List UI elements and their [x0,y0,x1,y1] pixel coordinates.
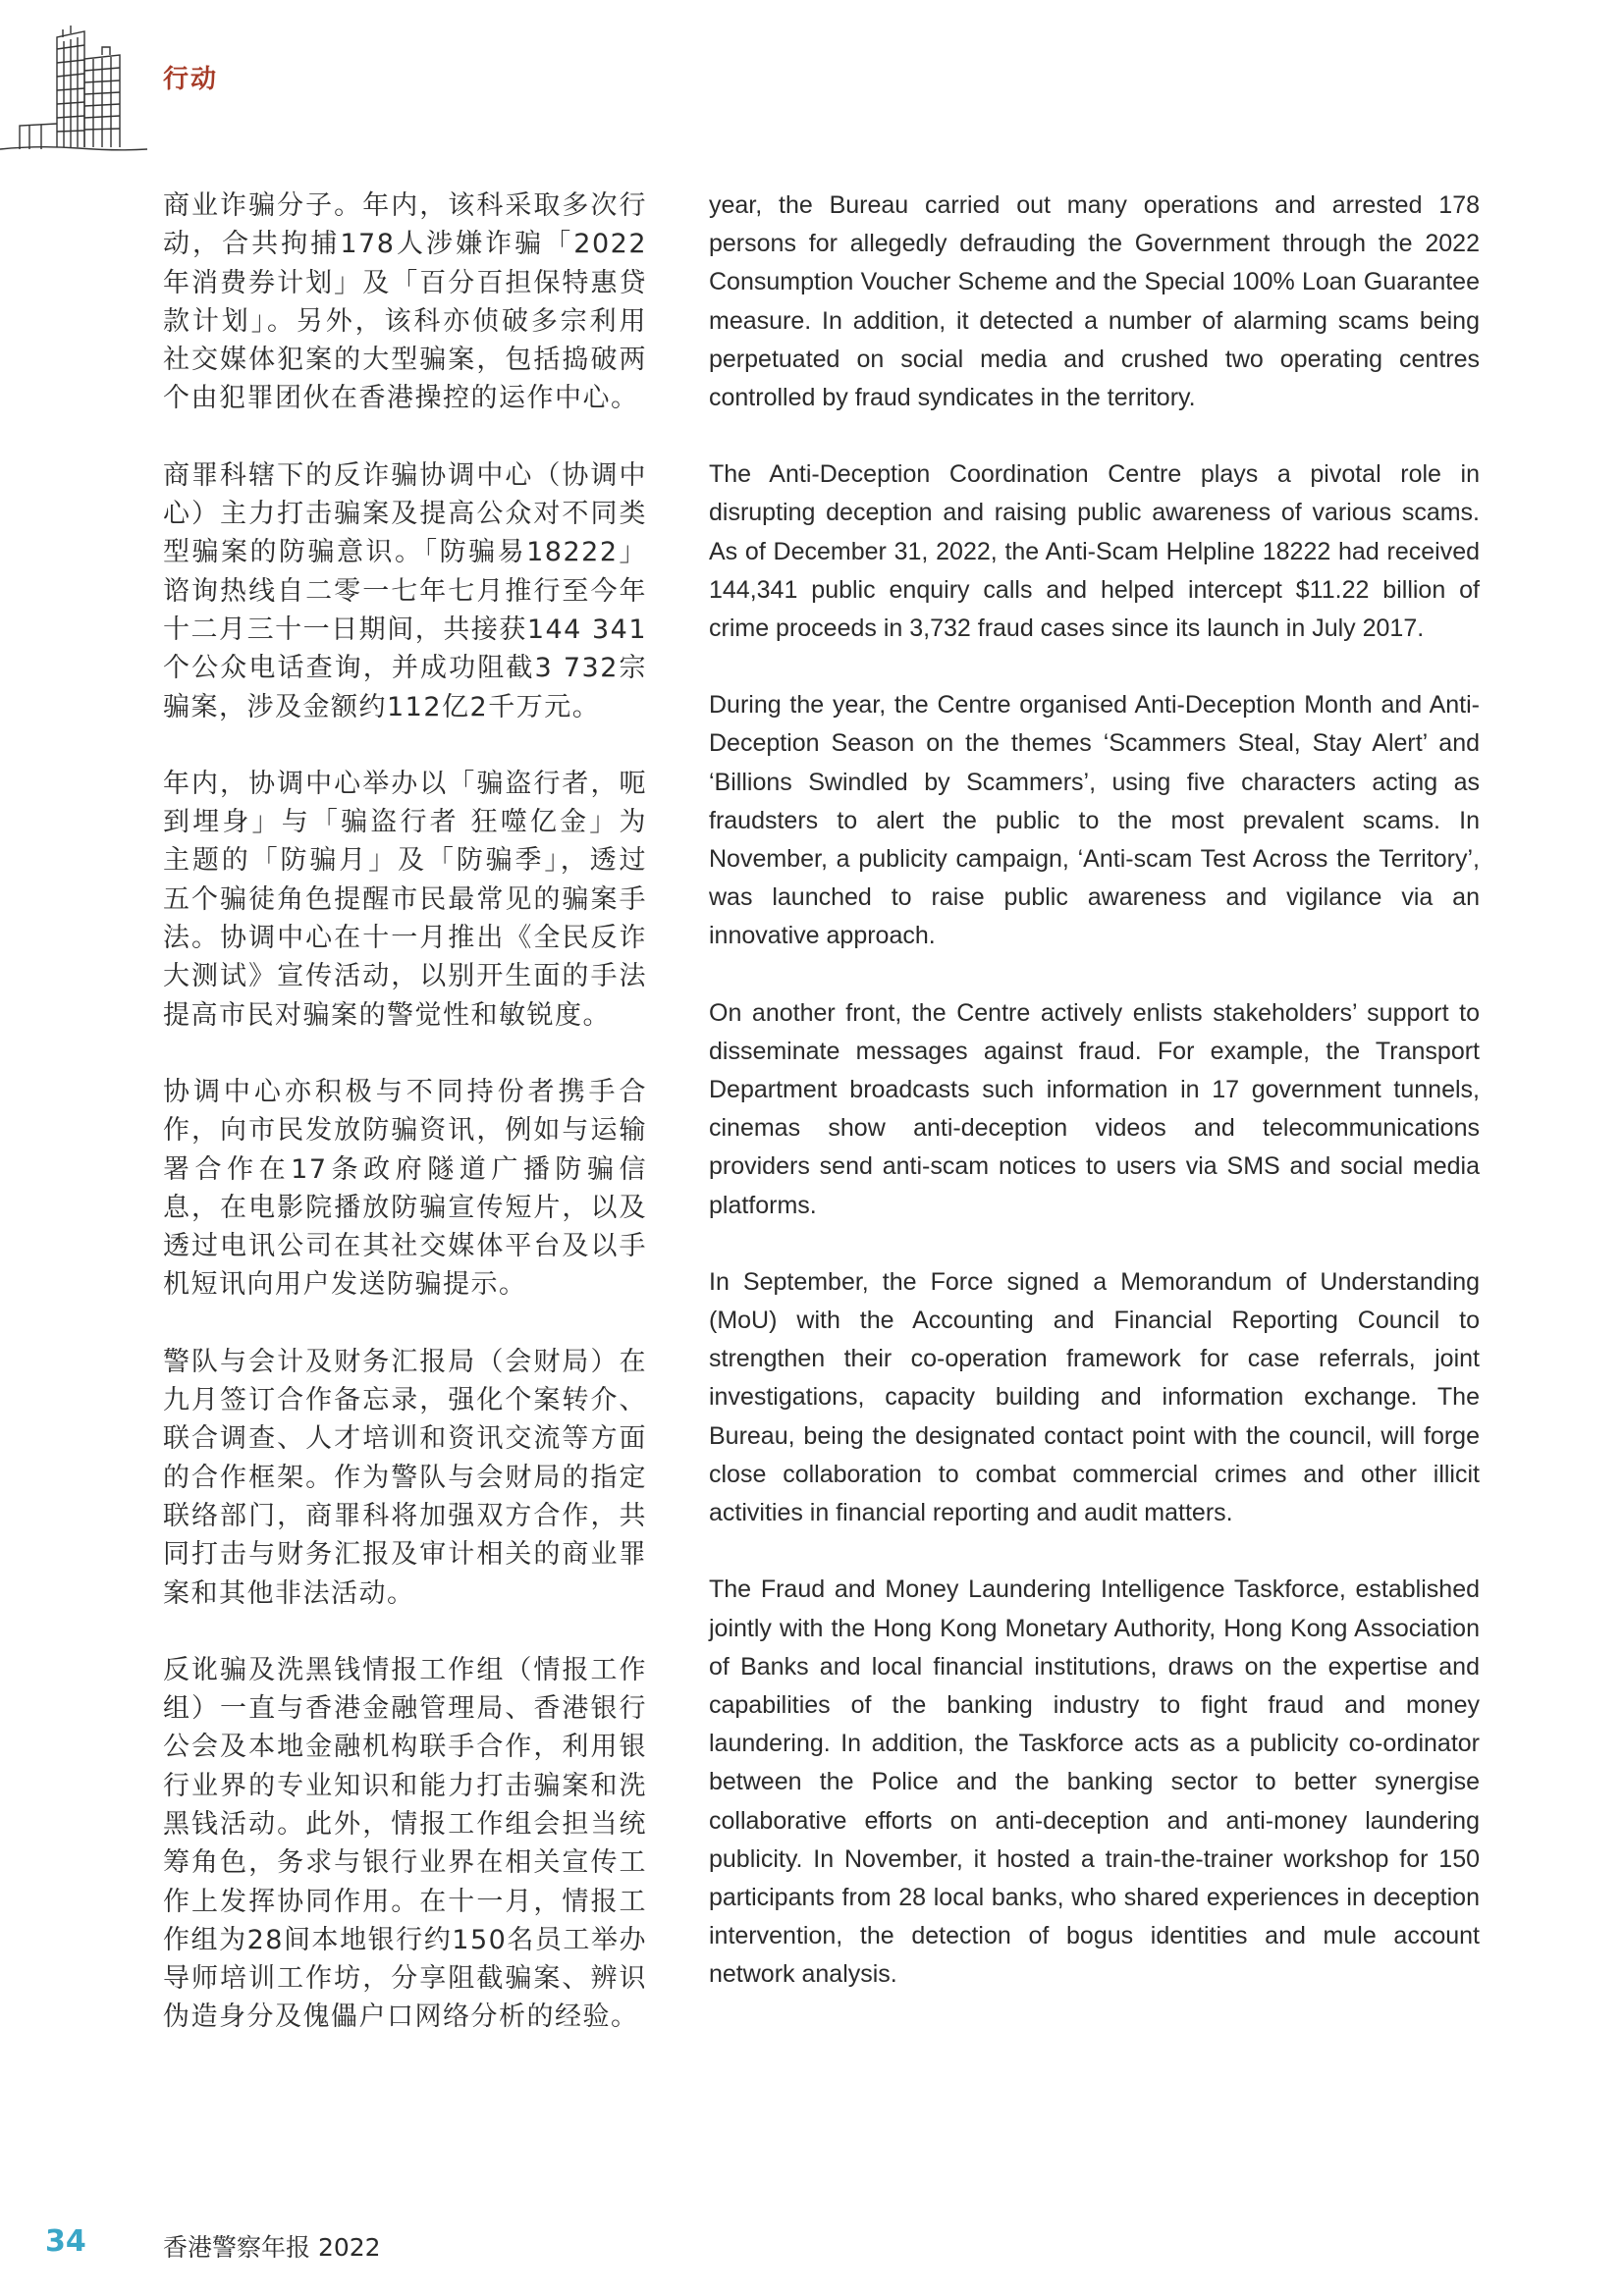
english-paragraph: In September, the Force signed a Memorandum of Understanding (MoU) with the Accounting and Financial Reporting Council to strengthen their co-operation framework for case referrals, joint investigations, capacity building and information exchange. The Bureau, being the designated contact point with the council, will forge close collaboration to combat commercial crimes and other illicit activities in financial reporting and audit matters. [709,1267,1480,1527]
english-text-column [709,187,1480,2033]
english-paragraph: On another front, the Centre actively enlists stakeholders’ support to disseminate messages against fraud. For example, the Transport Department broadcasts such information in 17 government tunnels, cinemas show anti-deception videos and telecommunications providers send anti-scam notices to users via SMS and social media platforms. [709,998,1480,1219]
building-sketch-icon [0,20,147,157]
chinese-paragraph: 商罪科辖下的反诈骗协调中心（协调中心）主力打击骗案及提高公众对不同类型骗案的防骗意识。「防骗易18222」谘询热线自二零一七年七月推行至今年十二月三十一日期间，共接获144 341个公众电话查询，并成功阻截3 732宗骗案，涉及金额约112亿2千万元。 [163,459,647,722]
chinese-paragraph: 反讹骗及洗黑钱情报工作组（情报工作组）一直与香港金融管理局、香港银行公会及本地金融机构联手合作，利用银行业界的专业知识和能力打击骗案和洗黑钱活动。此外，情报工作组会担当统筹角色，务求与银行业界在相关宣传工作上发挥协同作用。在十一月，情报工作组为28间本地银行约150名员工举办导师培训工作坊，分享阻截骗案、辨识伪造身分及傀儡户口网络分析的经验。 [163,1654,647,2033]
chinese-paragraph: 年内，协调中心举办以「骗盗行者，呃到埋身」与「骗盗行者 狂噬亿金」为主题的「防骗月」及「防骗季」，透过五个骗徒角色提醒市民最常见的骗案手法。协调中心在十一月推出《全民反诈大测试》宣传活动，以别开生面的手法提高市民对骗案的警觉性和敏锐度。 [163,768,647,1031]
chinese-paragraph: 协调中心亦积极与不同持份者携手合作，向市民发放防骗资讯，例如与运输署合作在17条政府隧道广播防骗信息，在电影院播放防骗宣传短片，以及透过电讯公司在其社交媒体平台及以手机短讯向用户发送防骗提示。 [163,1076,647,1301]
chinese-text-column [163,187,647,2075]
page-number: 34 [45,2224,86,2259]
chinese-paragraph: 警队与会计及财务汇报局（会财局）在九月签订合作备忘录，强化个案转介、联合调查、人才培训和资讯交流等方面的合作框架。作为警队与会财局的指定联络部门，商罪科将加强双方合作，共同打击与财务汇报及审计相关的商业罪案和其他非法活动。 [163,1346,647,1609]
section-title: 行动 [163,65,219,94]
publication-title: 香港警察年报 2022 [163,2233,381,2262]
english-paragraph: The Fraud and Money Laundering Intelligence Taskforce, established jointly with the Hong Kong Monetary Authority, Hong Kong Association of Banks and local financial institutions, draws on the expertise and capabilities of the banking industry to fight fraud and money laundering. In addition, the Taskforce acts as a publicity co-ordinator between the Police and the banking sector to better synergise collaborative efforts on anti-deception and anti-money laundering publicity. In November, it hosted a train-the-trainer workshop for 150 participants from 28 local banks, who shared experiences in deception intervention, the detection of bogus identities and mule account network analysis. [709,1575,1480,1989]
english-paragraph: year, the Bureau carried out many operations and arrested 178 persons for allegedly defrauding the Government through the 2022 Consumption Voucher Scheme and the Special 100% Loan Guarantee measure. In addition, it detected a number of alarming scams being perpetuated on social media and crushed two operating centres controlled by fraud syndicates in the territory. [709,191,1480,412]
english-paragraph: The Anti-Deception Coordination Centre plays a pivotal role in disrupting deception and raising public awareness of various scams. As of December 31, 2022, the Anti-Scam Helpline 18222 had received 144,341 public enquiry calls and helped intercept $11.22 billion of crime proceeds in 3,732 fraud cases since its launch in July 2017. [709,460,1480,643]
chinese-paragraph: 商业诈骗分子。年内，该科采取多次行动，合共拘捕178人涉嫌诈骗「2022年消费券计划」及「百分百担保特惠贷款计划」。另外，该科亦侦破多宗利用社交媒体犯案的大型骗案，包括捣破两个由犯罪团伙在香港操控的运作中心。 [163,190,647,414]
english-paragraph: During the year, the Centre organised Anti-Deception Month and Anti-Deception Season on the themes ‘Scammers Steal, Stay Alert’ and ‘Billions Swindled by Scammers’, using five characters acting as fraudsters to alert the public to the most prevalent scams. In November, a publicity campaign, ‘Anti-scam Test Across the Territory’, was launched to raise public awareness and vigilance via an innovative approach. [709,691,1480,950]
